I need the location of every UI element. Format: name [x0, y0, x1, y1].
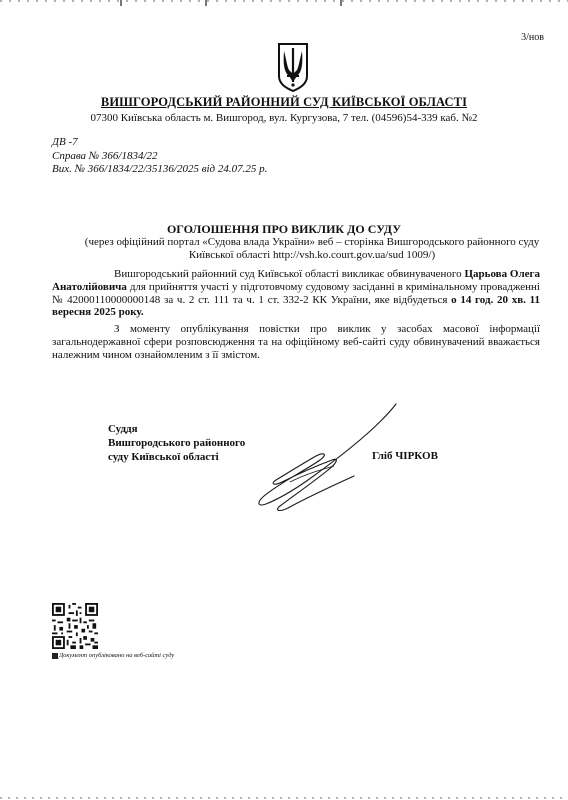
court-name-heading: ВИШГОРОДСЬКИЙ РАЙОННИЙ СУД КИЇВСЬКОЇ ОБЛАСТІ: [100, 95, 468, 109]
notice-body: [52, 268, 540, 366]
scan-edge-top: [0, 0, 568, 8]
notice-title: ОГОЛОШЕННЯ ПРО ВИКЛИК ДО СУДУ: [166, 222, 402, 236]
publication-paragraph: З моменту опублікування повістки про виклик у засобах масової інформації загальнодержавної сфери розповсюдження та на офіційному веб-сайті суду обвинувачений вважається належним чином ознайомленим з її змістом.: [52, 323, 540, 361]
qr-code-icon[interactable]: [52, 603, 98, 649]
judge-name: Гліб ЧІРКОВ: [372, 450, 438, 462]
notice-subtitle: (через офіційний портал «Судова влада України» веб – сторінка Вишгородського районного суду Київської області http://vsh.ko.court.gov.ua/sud 1009/): [84, 236, 540, 261]
defendant-name: Царьова Олега Анатолійовича: [52, 268, 541, 293]
hearing-date: о 14 год. 20 хв. 11 вересня 2025 року.: [52, 293, 540, 319]
scan-edge-bottom: [0, 792, 568, 800]
judge-title-line2: Вишгородського районного: [108, 437, 246, 449]
judge-title-block: [108, 422, 245, 464]
judge-title-line3: суду Київської області: [108, 451, 219, 463]
judge-title-line1: Суддя: [108, 423, 138, 435]
outgoing-number: Вих. № 366/1834/22/35136/2025 від 24.07.25 р.: [52, 163, 268, 175]
summons-intro: Вишгородський районний суд Київської області викликає обвинуваченого: [114, 268, 465, 280]
qr-caption: [52, 652, 174, 659]
reference-block: [52, 136, 267, 177]
case-number: Справа № 366/1834/22: [52, 149, 158, 162]
summons-details: для прийняття участі у підготовчому судовому засіданні в кримінальному провадженні № 42000110000000148 за ч. 2 ст. 111 та ч. 1 ст. 332-2 КК України, яке відбудеться: [52, 280, 540, 306]
court-address: 07300 Київська область м. Вишгород, вул. Кургузова, 7 тел. (04596)54-339 каб. №2: [90, 112, 478, 124]
document-icon: [52, 653, 58, 659]
trident-emblem-icon: [276, 42, 310, 92]
dv-reference: ДВ -7: [52, 136, 78, 148]
page-number: 3/нов: [521, 32, 544, 43]
summons-paragraph: [52, 268, 540, 319]
qr-caption-text: Документ опубліковано на веб-сайті суду: [59, 652, 175, 659]
